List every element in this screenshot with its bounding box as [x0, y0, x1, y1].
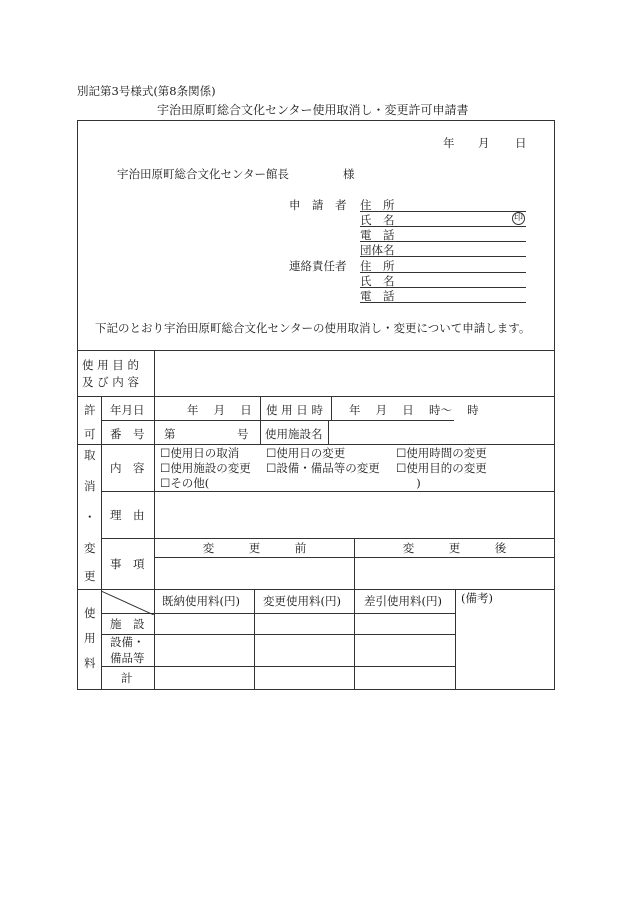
applicant-label: 申 請 者 — [289, 198, 347, 212]
rule — [101, 444, 102, 589]
facility-label: 使用施設名 — [265, 427, 323, 441]
rule — [101, 538, 555, 539]
usage-datetime-value[interactable]: 年 月 日 時～ 時 — [349, 403, 479, 417]
contact-phone-label: 電 話 — [360, 289, 395, 303]
group-name-label: 団体名 — [360, 243, 395, 257]
items-label: 事 項 — [110, 557, 145, 571]
applicant-address-field[interactable] — [360, 211, 526, 212]
rule — [154, 589, 155, 690]
addressee-suffix: 様 — [343, 167, 355, 181]
change-side-1: 取 — [84, 448, 96, 462]
usage-datetime-label: 使 用 日 時 — [266, 403, 323, 417]
checkbox-change-date[interactable]: ☐ 使用日の変更 — [266, 446, 345, 460]
facility-fee-label: 施 設 — [110, 617, 145, 631]
purpose-label-line2: 及 び 内 容 — [82, 375, 139, 389]
fee-side-2: 用 — [84, 631, 96, 645]
permit-date-value[interactable]: 年 月 日 — [187, 403, 252, 417]
change-side-5: 更 — [84, 569, 96, 583]
date-month: 月 — [478, 136, 490, 150]
rule — [101, 666, 455, 667]
applicant-name-field[interactable] — [360, 226, 526, 227]
paid-fee-header: 既納使用料(円) — [162, 594, 240, 608]
change-side-2: 消 — [84, 479, 96, 493]
contact-name-label: 氏 名 — [360, 274, 395, 288]
rule — [77, 589, 555, 590]
contact-phone-field[interactable] — [360, 302, 526, 303]
contact-address-label: 住 所 — [360, 259, 395, 273]
rule — [455, 589, 456, 690]
fee-side-1: 使 — [84, 606, 96, 620]
checkbox-cancel-date[interactable]: ☐ 使用日の取消 — [160, 446, 239, 460]
purpose-field[interactable] — [155, 351, 554, 395]
permit-number-label: 番 号 — [110, 427, 145, 441]
permit-date-label: 年月日 — [110, 403, 145, 417]
checkbox-change-facility[interactable]: ☐ 使用施設の変更 — [160, 461, 251, 475]
changed-fee-header: 変更使用料(円) — [263, 594, 341, 608]
rule — [260, 396, 261, 444]
reason-field[interactable] — [155, 492, 554, 537]
permit-label-2: 可 — [84, 427, 96, 441]
contact-name-field[interactable] — [360, 287, 526, 288]
before-change-header: 変 更 前 — [202, 541, 307, 555]
before-change-field[interactable] — [155, 558, 354, 588]
purpose-label-line1: 使 用 目 的 — [82, 358, 139, 372]
rule — [101, 634, 455, 635]
form-title: 宇治田原町総合文化センター使用取消し・変更許可申請書 — [157, 103, 469, 117]
addressee: 宇治田原町総合文化センター館長 — [117, 167, 290, 181]
applicant-phone-label: 電 話 — [360, 228, 395, 242]
rule — [77, 444, 555, 445]
difference-fee-header: 差引使用料(円) — [364, 594, 442, 608]
fee-side-3: 料 — [84, 656, 96, 670]
notes-header: (備考) — [461, 591, 493, 605]
application-statement: 下記のとおり宇治田原町総合文化センターの使用取消し・変更について申請します。 — [95, 321, 531, 335]
change-content-label: 内 容 — [110, 461, 145, 475]
rule — [331, 396, 332, 420]
facility-field[interactable] — [329, 421, 554, 443]
reason-label: 理 由 — [110, 508, 145, 522]
applicant-address-label: 住 所 — [360, 198, 395, 212]
rule — [77, 396, 555, 397]
change-side-4: 変 — [84, 541, 96, 555]
permit-label-1: 許 — [84, 403, 96, 417]
permit-number-suffix: 号 — [237, 427, 249, 441]
applicant-name-label: 氏 名 — [360, 213, 395, 227]
group-name-field[interactable] — [360, 256, 526, 257]
total-fee-label: 計 — [121, 671, 133, 685]
diagonal-line — [101, 591, 154, 615]
rule — [354, 589, 355, 690]
date-day: 日 — [515, 136, 527, 150]
contact-address-field[interactable] — [360, 272, 526, 273]
checkbox-change-time[interactable]: ☐ 使用時間の変更 — [396, 446, 487, 460]
equipment-fee-label-line2: 備品等 — [110, 651, 145, 665]
change-side-3: ・ — [84, 510, 96, 524]
checkbox-other[interactable]: ☐ その他( ) — [160, 476, 421, 490]
rule — [254, 589, 255, 690]
form-reference: 別記第3号様式(第8条関係) — [77, 84, 216, 98]
rule — [101, 613, 455, 614]
permit-number-prefix: 第 — [164, 427, 176, 441]
after-change-header: 変 更 後 — [402, 541, 507, 555]
after-change-field[interactable] — [355, 558, 554, 588]
seal-mark: 印 — [513, 213, 523, 223]
rule — [154, 396, 155, 444]
checkbox-change-purpose[interactable]: ☐ 使用目的の変更 — [396, 461, 487, 475]
rule — [101, 396, 102, 444]
checkbox-change-equipment[interactable]: ☐ 設備・備品等の変更 — [266, 461, 380, 475]
applicant-phone-field[interactable] — [360, 241, 526, 242]
equipment-fee-label-line1: 設備・ — [110, 635, 145, 649]
contact-label: 連絡責任者 — [289, 259, 347, 273]
date-year: 年 — [443, 136, 455, 150]
